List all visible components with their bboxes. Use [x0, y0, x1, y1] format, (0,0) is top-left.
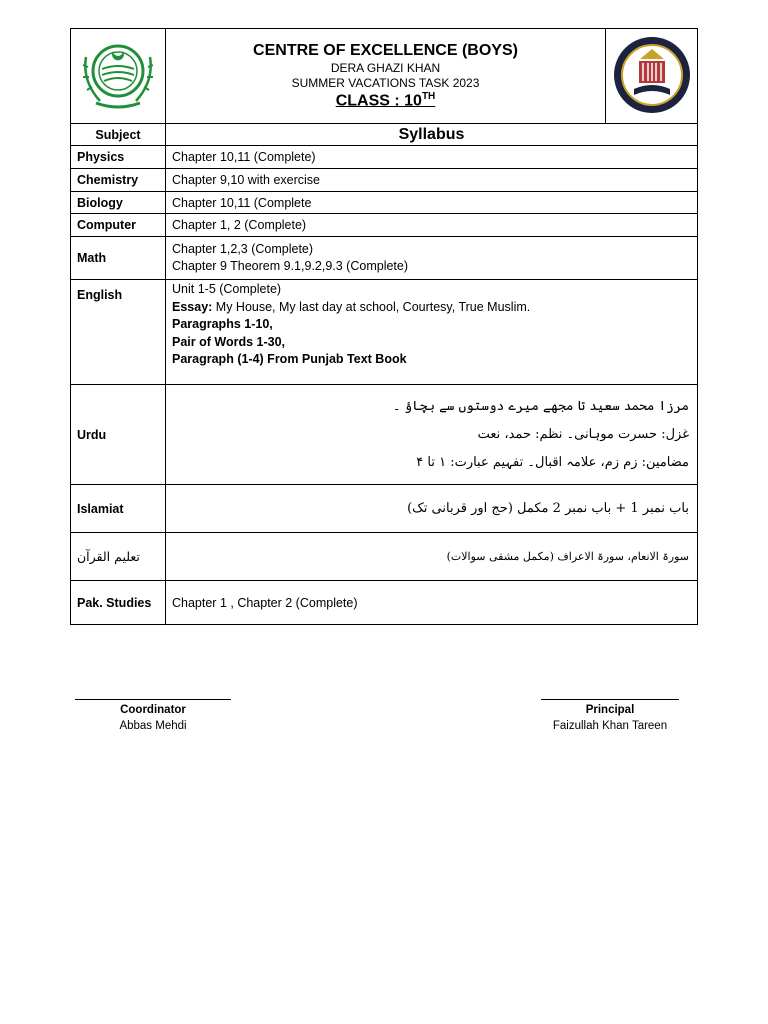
class-label-text: CLASS : 10: [335, 92, 422, 110]
left-logo-cell: [71, 29, 166, 124]
urdu-line-3: مضامین: زم زم، علامہ اقبال۔ تفہیم عبارت: ۱ تا ۴: [416, 454, 689, 470]
syllabus-computer: Chapter 1, 2 (Complete): [166, 214, 698, 237]
essay-text: My House, My last day at school, Courtesy, True Muslim.: [212, 299, 531, 314]
english-line-4: Pair of Words 1-30,: [172, 334, 285, 349]
paragraph-label: Paragraph: [172, 352, 234, 366]
english-line-3: Paragraphs 1-10,: [172, 317, 273, 331]
table-row: [71, 533, 698, 581]
subject-islamiat: Islamiat: [71, 485, 166, 533]
math-line-1: Chapter 1,2,3 (Complete): [172, 241, 314, 256]
coordinator-signature-line: [75, 699, 231, 700]
syllabus-quran: [166, 533, 698, 581]
essay-label: Essay:: [172, 299, 213, 314]
header-row: [71, 29, 698, 124]
table-row: [71, 169, 698, 192]
syllabus-physics: Chapter 10,11 (Complete): [166, 146, 698, 169]
subject-math: Math: [71, 237, 166, 280]
principal-role: Principal: [585, 704, 635, 716]
syllabus-math: [166, 237, 698, 280]
city-name: DERA GHAZI KHAN: [330, 60, 441, 75]
syllabus-english: [166, 280, 698, 385]
principal-name: Faizullah Khan Tareen: [552, 720, 668, 732]
table-row: [71, 581, 698, 625]
islamiat-text: باب نمبر 1 + باب نمبر 2 مکمل (حج اور قربانی تک): [407, 500, 689, 516]
quran-text: سورۃ الانعام، سورۃ الاعراف (مکمل مشقی سوالات): [446, 549, 689, 563]
coordinator-signature: [75, 699, 231, 734]
column-header-row: [71, 124, 698, 146]
table-row: [71, 192, 698, 214]
urdu-line-1: مرزا محمد سعید تا مجھے میرے دوستوں سے بچاؤ ۔: [392, 398, 689, 414]
syllabus-biology: Chapter 10,11 (Complete: [166, 192, 698, 214]
syllabus-pak-studies: Chapter 1 , Chapter 2 (Complete): [166, 581, 698, 625]
task-title: SUMMER VACATIONS TASK 2023: [291, 75, 480, 90]
english-line-5: [172, 351, 691, 369]
urdu-line-2: غزل: حسرت موہانی۔ نظم: حمد، نعت: [477, 426, 689, 442]
subject-computer: Computer: [71, 214, 166, 237]
subject-biology: Biology: [71, 192, 166, 214]
table-row: [71, 280, 698, 385]
class-label: [166, 91, 605, 111]
subject-urdu: Urdu: [71, 385, 166, 485]
school-seal-icon: [612, 35, 692, 115]
table-row: [71, 485, 698, 533]
english-line-1: Unit 1-5 (Complete): [172, 282, 282, 296]
table-row: [71, 237, 698, 280]
coordinator-role: Coordinator: [120, 704, 186, 716]
syllabus-islamiat: [166, 485, 698, 533]
subject-column-header: Subject: [71, 124, 166, 146]
principal-signature-line: [541, 699, 679, 700]
punjab-emblem-icon: [76, 37, 160, 113]
table-row: [71, 214, 698, 237]
principal-signature: [541, 699, 679, 734]
header-cell: [166, 29, 606, 124]
table-row: [71, 385, 698, 485]
syllabus-chemistry: Chapter 9,10 with exercise: [166, 169, 698, 192]
syllabus-column-header: Syllabus: [166, 124, 698, 146]
subject-physics: Physics: [71, 146, 166, 169]
subject-chemistry: Chemistry: [71, 169, 166, 192]
table-row: [71, 146, 698, 169]
school-name: CENTRE OF EXCELLENCE (BOYS): [253, 41, 518, 59]
syllabus-table: [70, 28, 698, 625]
coordinator-name: Abbas Mehdi: [119, 720, 187, 732]
class-suffix: TH: [421, 90, 436, 102]
math-line-2: Chapter 9 Theorem 9.1,9.2,9.3 (Complete): [172, 259, 409, 273]
english-essay-line: [172, 299, 691, 317]
syllabus-urdu: [166, 385, 698, 485]
paragraph-text: (1-4) From Punjab Text Book: [233, 352, 407, 366]
subject-quran: تعلیم القرآن: [71, 533, 166, 581]
subject-pak-studies: Pak. Studies: [71, 581, 166, 625]
subject-english: English: [71, 280, 166, 385]
right-logo-cell: [606, 29, 698, 124]
